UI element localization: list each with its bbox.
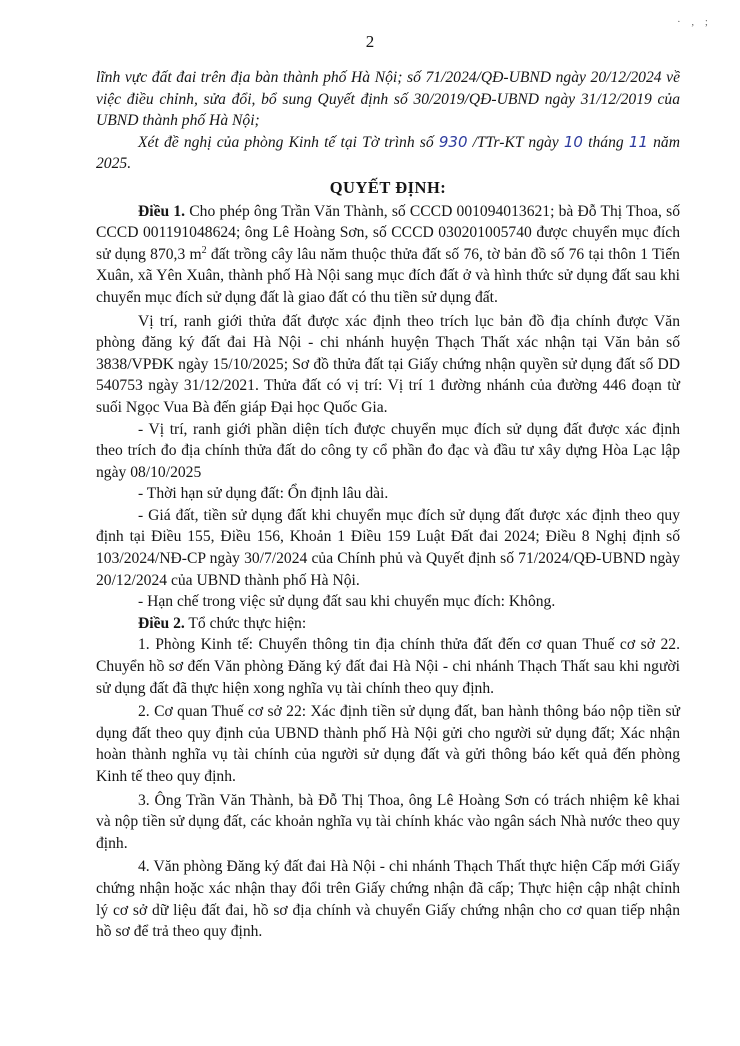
handwritten-month: 11 <box>628 132 648 151</box>
article-1-boundary: - Vị trí, ranh giới phần diện tích được chuyển mục đích sử dụng đất được xác định theo trích đo địa chính thửa đất do công ty cổ phần đo đạc và đầu tư xây dựng Hòa Lạc lập ngày 08/10/2025 <box>96 420 680 481</box>
document-body <box>96 67 680 943</box>
article-1-text: Cho phép ông Trần Văn Thành, số CCCD 001094013621; bà Đỗ Thị Thoa, số CCCD 001191048624; ông Lê Hoàng Sơn, số CCCD 030201005740 được chuyển mục đích sử dụng 870,3 m <box>96 202 681 263</box>
article-2-text: Tổ chức thực hiện: <box>184 614 307 632</box>
article-1-text-after: đất trồng cây lâu năm thuộc thửa đất số 76, tờ bản đồ số 76 tại thôn 1 Tiến Xuân, xã Yên Xuân, thành phố Hà Nội sang mục đích đất ở và hình thức sử dụng đất sau khi chuyển mục đích sử dụng đất là giao đất có thu tiền sử dụng đất. <box>96 245 680 306</box>
article-1 <box>96 201 680 309</box>
article-2-item: 3. Ông Trần Văn Thành, bà Đỗ Thị Thoa, ông Lê Hoàng Sơn có trách nhiệm kê khai và nộp tiền sử dụng đất, các khoản nghĩa vụ tài chính khác vào ngân sách Nhà nước theo quy định. <box>96 791 680 852</box>
article-1-term: - Thời hạn sử dụng đất: Ổn định lâu dài. <box>138 485 389 503</box>
legal-basis-continuation: lĩnh vực đất đai trên địa bàn thành phố Hà Nội; số 71/2024/QĐ-UBND ngày 20/12/2024 về việc điều chỉnh, sửa đổi, bổ sung Quyết định số 30/2019/QĐ-UBND ngày 31/12/2019 của UBND thành phố Hà Nội; <box>96 69 680 130</box>
proposal-prefix: Xét đề nghị của phòng Kinh tế tại Tờ trình số <box>138 133 439 151</box>
proposal-paragraph <box>96 132 680 175</box>
corner-mark: · , ; <box>677 16 712 28</box>
handwritten-day: 10 <box>563 132 583 151</box>
article-1-price: - Giá đất, tiền sử dụng đất khi chuyển mục đích sử dụng đất được xác định theo quy định tại Điều 155, Điều 156, Khoản 1 Điều 159 Luật Đất đai 2024; Điều 8 Nghị định số 103/2024/NĐ-CP ngày 30/7/2024 của Chính phủ và Quyết định số 71/2024/QĐ-UBND ngày 20/12/2024 của UBND thành phố Hà Nội. <box>96 506 680 589</box>
proposal-month-label: tháng <box>582 133 629 151</box>
decision-title: QUYẾT ĐỊNH: <box>329 177 447 197</box>
area-unit-superscript: 2 <box>201 244 207 256</box>
article-2-label: Điều 2. <box>138 614 185 632</box>
proposal-mid: /TTr-KT ngày <box>467 133 564 151</box>
article-2-item: 1. Phòng Kinh tế: Chuyển thông tin địa chính thửa đất đến cơ quan Thuế cơ sở 22. Chuyển hồ sơ đến Văn phòng Đăng ký đất đai Hà Nội - chi nhánh Thạch Thất sau khi người sử dụng đất đã thực hiện xong nghĩa vụ tài chính theo quy định. <box>96 636 680 697</box>
article-2 <box>96 613 680 635</box>
page-number: 2 <box>365 32 375 51</box>
article-1-label: Điều 1. <box>138 202 186 220</box>
article-1-restriction: - Hạn chế trong việc sử dụng đất sau khi chuyển mục đích: Không. <box>138 593 556 611</box>
handwritten-proposal-number: 930 <box>438 132 468 151</box>
article-2-item: 4. Văn phòng Đăng ký đất đai Hà Nội - chi nhánh Thạch Thất thực hiện Cấp mới Giấy chứng nhận hoặc xác nhận thay đổi trên Giấy chứng nhận đã cấp; Thực hiện cập nhật chỉnh lý cơ sở dữ liệu đất đai, hồ sơ địa chính và chuyển Giấy chứng nhận cho cơ quan tiếp nhận hồ sơ để trả theo quy định. <box>96 858 680 941</box>
proposal-suffix: năm 2025. <box>96 133 680 173</box>
article-1-location: Vị trí, ranh giới thửa đất được xác định theo trích lục bản đồ địa chính được Văn phòng đăng ký đất đai Hà Nội - chi nhánh huyện Thạch Thất xác nhận tại Văn bản số 3838/VPĐK ngày 15/10/2025; Sơ đồ thửa đất tại Giấy chứng nhận quyền sử dụng đất số DD 540753 ngày 31/12/2021. Thửa đất có vị trí: Vị trí 1 đường nhánh của đường 446 đoạn từ suối Ngọc Vua Bà đến giáp Đại học Quốc Gia. <box>96 312 680 416</box>
article-2-item: 2. Cơ quan Thuế cơ sở 22: Xác định tiền sử dụng đất, ban hành thông báo nộp tiền sử dụng đất theo quy định của UBND thành phố Hà Nội gửi cho người sử dụng đất; Xác nhận hoàn thành nghĩa vụ tài chính của người sử dụng đất và gửi thông báo kết quả đến phòng Kinh tế theo quy định. <box>96 703 680 785</box>
